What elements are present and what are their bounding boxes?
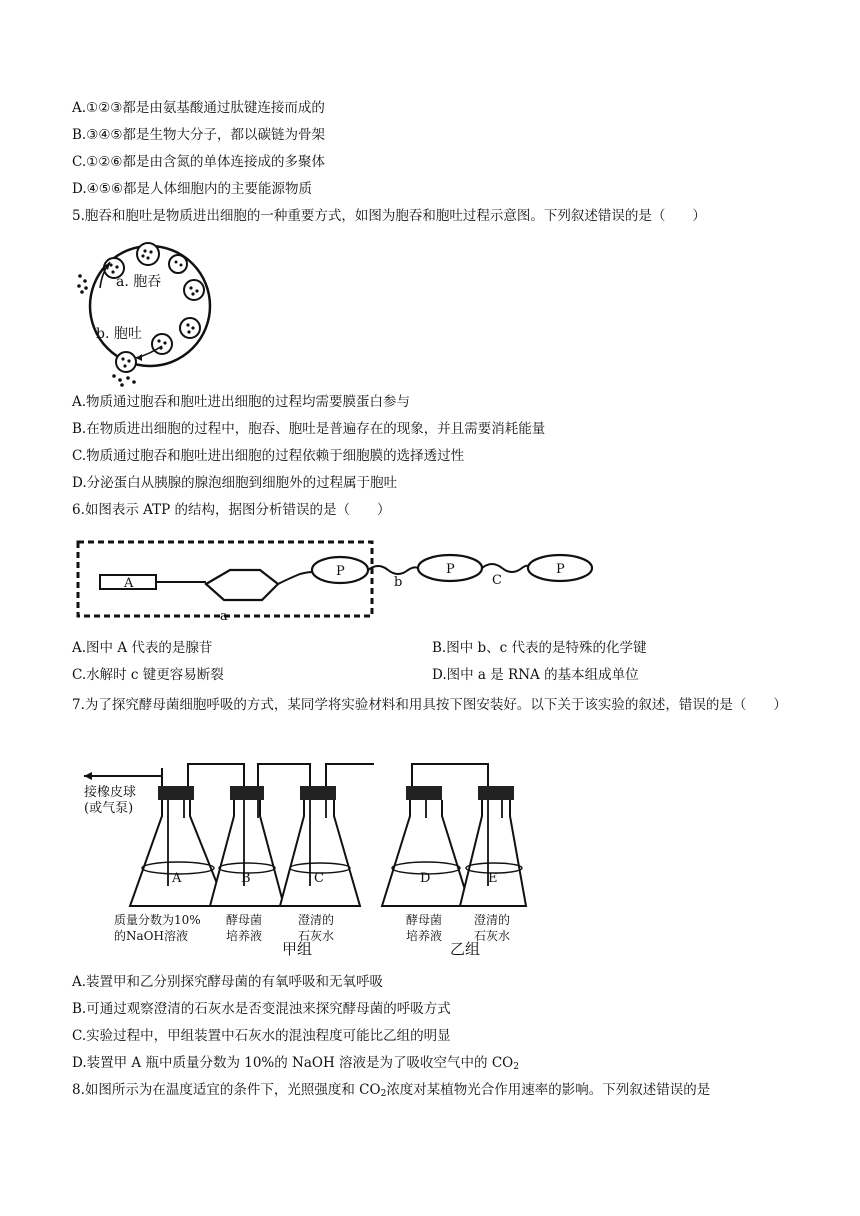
- label-b: b: [394, 575, 403, 590]
- q6-option-a: A.图中 A 代表的是腺苷: [72, 640, 213, 656]
- q5-option-a: A.物质通过胞吞和胞吐进出细胞的过程均需要膜蛋白参与: [72, 394, 411, 410]
- flask-E: [460, 786, 526, 906]
- ribose-pentagon: [206, 570, 278, 600]
- label-a: a: [220, 609, 228, 624]
- group-jia-label: 甲组: [282, 940, 313, 956]
- flask-label-A: A: [172, 871, 182, 886]
- q6-stem: 6.如图表示 ATP 的结构，据图分析错误的是（ ）: [72, 502, 391, 518]
- yeast-label-1: 酵母菌: [226, 913, 263, 927]
- naoh-label-2: 的NaOH溶液: [114, 929, 188, 943]
- q6-option-b: B.图中 b、c 代表的是特殊的化学键: [432, 640, 647, 656]
- q8-stem: [72, 1080, 710, 1104]
- label-A: A: [124, 576, 134, 591]
- flask-label-B: B: [241, 871, 251, 886]
- flask-label-D: D: [420, 871, 431, 886]
- q8-stem-pre: 8.如图所示为在温度适宜的条件下，光照强度和 CO: [72, 1082, 381, 1098]
- q5-option-b: B.在物质进出细胞的过程中，胞吞、胞吐是普遍存在的现象，并且需要消耗能量: [72, 421, 546, 437]
- group-yi-label: 乙组: [450, 940, 481, 956]
- vesicle: [169, 255, 187, 273]
- flask-C: [280, 786, 360, 906]
- q7-option-d-subscript: 2: [513, 1062, 519, 1072]
- lime-label-e-1: 澄清的: [474, 913, 511, 927]
- q4-option-d: D.④⑤⑥都是人体细胞内的主要能源物质: [72, 181, 312, 197]
- label-c: C: [492, 573, 502, 588]
- flask-D: [382, 786, 470, 906]
- naoh-label-1: 质量分数为10%: [114, 913, 201, 927]
- yeast-respiration-apparatus-figure: [70, 756, 530, 956]
- q8-stem-post: 浓度对某植物光合作用速率的影响。下列叙述错误的是: [386, 1082, 711, 1098]
- flask-A: [130, 786, 226, 906]
- q7-option-d: [72, 1053, 519, 1077]
- yeast-label-d-1: 酵母菌: [406, 913, 443, 927]
- q7-option-d-text: D.装置甲 A 瓶中质量分数为 10%的 NaOH 溶液是为了吸收空气中的 CO: [72, 1055, 514, 1071]
- label-P-1: P: [336, 564, 345, 579]
- q4-option-a: A.①②③都是由氨基酸通过肽键连接而成的: [72, 100, 325, 116]
- figure-label-exocytosis: b. 胞吐: [96, 326, 142, 342]
- q7-option-b: B.可通过观察澄清的石灰水是否变混浊来探究酵母菌的呼吸方式: [72, 1001, 451, 1017]
- vesicle: [184, 280, 204, 300]
- q7-option-a: A.装置甲和乙分别探究酵母菌的有氧呼吸和无氧呼吸: [72, 974, 384, 990]
- atp-structure-figure: [72, 532, 612, 628]
- q7-stem: 7.为了探究酵母菌细胞呼吸的方式，某同学将实验材料和用具按下图安装好。以下关于该实验的叙述，错误的是（ ）: [72, 697, 787, 713]
- pump-label-1: 接橡皮球: [84, 785, 137, 800]
- label-P-2: P: [446, 562, 455, 577]
- vesicle: [180, 318, 200, 338]
- flask-label-E: E: [488, 871, 498, 886]
- q8-stem-subscript: 2: [380, 1089, 387, 1099]
- q6-option-c: C.水解时 c 键更容易断裂: [72, 667, 224, 683]
- yeast-label-d-2: 培养液: [406, 929, 443, 943]
- yeast-label-2: 培养液: [226, 929, 263, 943]
- lime-label-e-2: 石灰水: [474, 929, 511, 943]
- vesicle: [116, 352, 136, 372]
- endocytosis-exocytosis-figure: [70, 228, 220, 388]
- q5-option-d: D.分泌蛋白从胰腺的腺泡细胞到细胞外的过程属于胞吐: [72, 475, 398, 491]
- flask-B: [210, 786, 284, 906]
- q6-option-d: D.图中 a 是 RNA 的基本组成单位: [432, 667, 639, 683]
- pump-label-2: (或气泵): [84, 801, 134, 816]
- flask-label-C: C: [314, 871, 324, 886]
- q5-stem: 5.胞吞和胞吐是物质进出细胞的一种重要方式，如图为胞吞和胞吐过程示意图。下列叙述错误的是（ ）: [72, 208, 706, 224]
- q7-option-c: C.实验过程中，甲组装置中石灰水的混浊程度可能比乙组的明显: [72, 1028, 451, 1044]
- vesicle: [137, 243, 159, 265]
- q5-option-c: C.物质通过胞吞和胞吐进出细胞的过程依赖于细胞膜的选择透过性: [72, 448, 465, 464]
- label-P-3: P: [556, 562, 565, 577]
- lime-label-2: 石灰水: [298, 929, 335, 943]
- lime-label-1: 澄清的: [298, 913, 335, 927]
- figure-label-endocytosis: a. 胞吞: [116, 274, 162, 290]
- q4-option-c: C.①②⑥都是由含氮的单体连接成的多聚体: [72, 154, 325, 170]
- q4-option-b: B.③④⑤都是生物大分子，都以碳链为骨架: [72, 127, 326, 143]
